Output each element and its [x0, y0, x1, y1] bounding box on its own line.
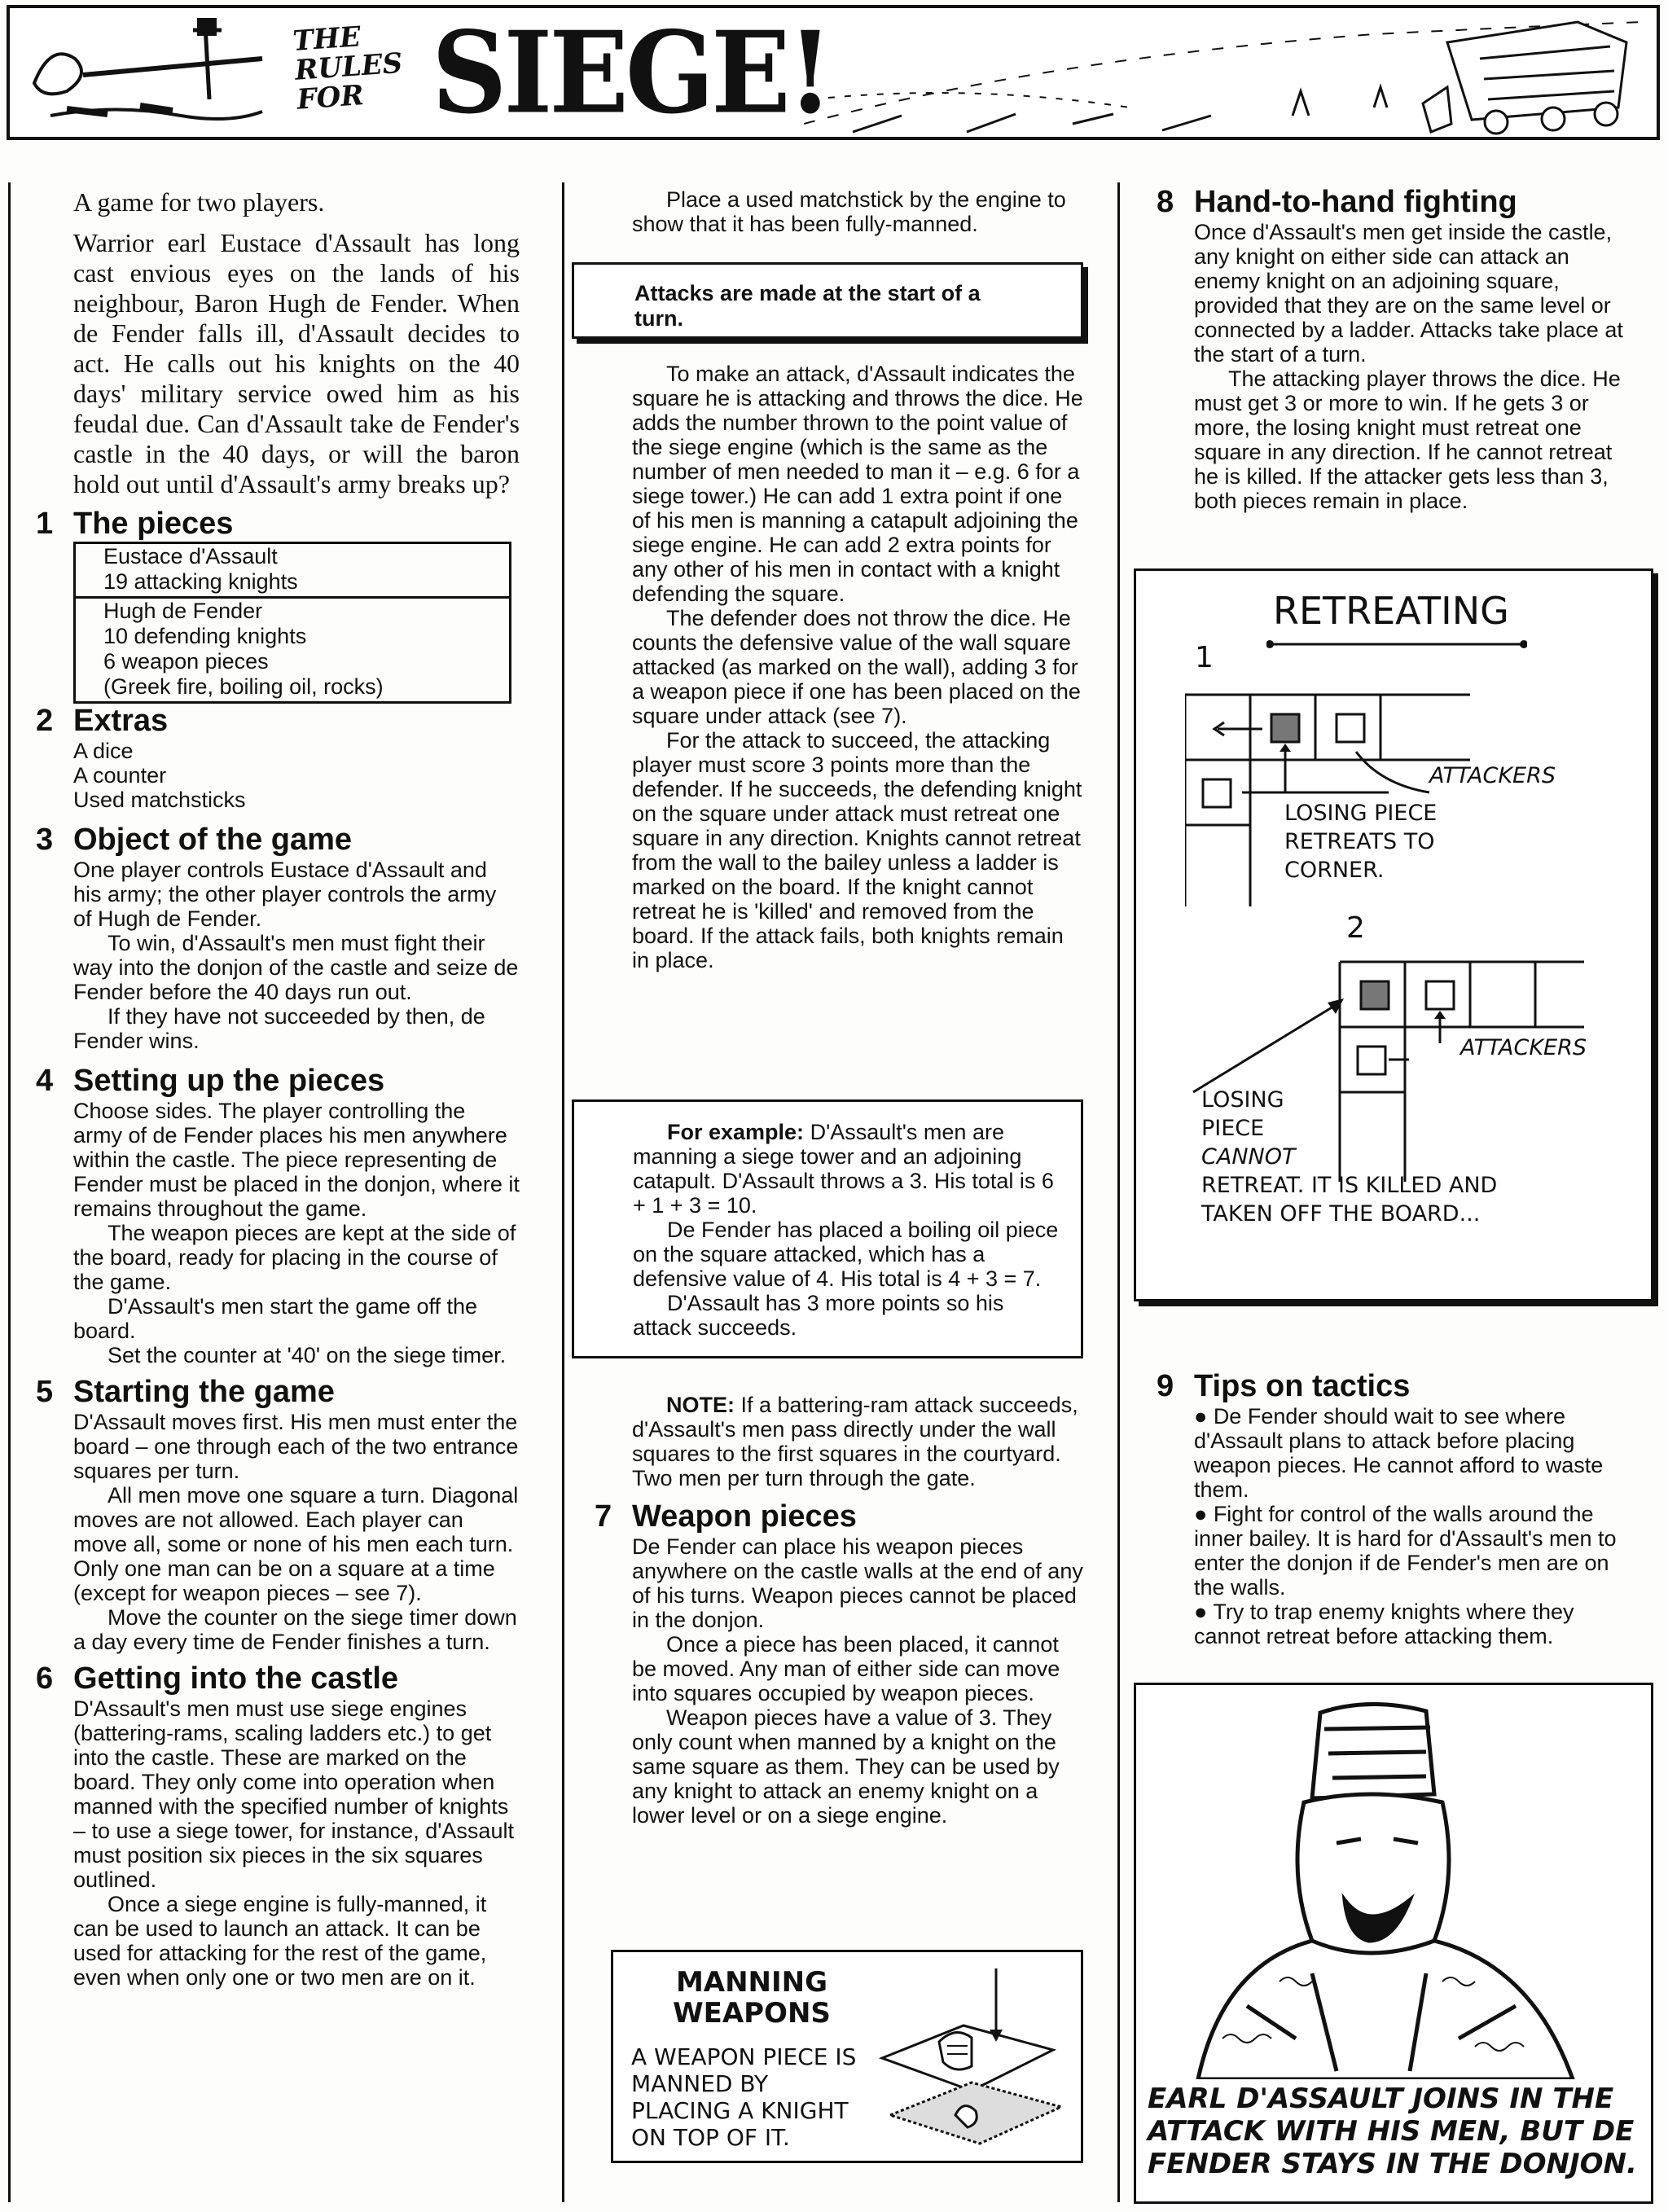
- tip-item: [1194, 1600, 1634, 1648]
- column-1: [36, 187, 520, 1990]
- column-2-attack-rules: [632, 362, 1085, 972]
- intro-text: A game for two players.: [73, 187, 325, 217]
- manning-weapons-illustration: [866, 1960, 1078, 2148]
- section-title: Getting into the castle: [73, 1661, 399, 1696]
- defender-pieces: [76, 596, 509, 701]
- section-number: 5: [36, 1375, 54, 1409]
- example-label: For example:: [667, 1120, 805, 1144]
- example-paragraph: [633, 1120, 1061, 1218]
- diagram-2-number: 2: [1346, 911, 1365, 945]
- knight-illustration: [1149, 1696, 1638, 2079]
- retreating-diagram-box: [1134, 568, 1653, 1301]
- paragraph: Once d'Assault's men get inside the castle, any knight on either side can attack an enemy knight on an adjoining square, provided that they are on the same level or connected by a ladder. Attacks take place at the start of a turn.: [1194, 220, 1623, 366]
- column-2: [632, 187, 1085, 236]
- section-3-heading: [36, 822, 520, 858]
- section-number: 4: [36, 1064, 54, 1098]
- note-label: NOTE:: [666, 1393, 735, 1417]
- paragraph: If they have not succeeded by then, de Fender wins.: [73, 1004, 485, 1053]
- story-text: Warrior earl Eustace d'Assault has long cast envious eyes on the lands of his neighbour, Baron Hugh de Fender. When de Fender falls ill, d'Assault decides to act. He calls out his knights on the 40 days' military service owed him as his feudal due. Can d'Assault take de Fender's castle in the 40 days, or will the baron hold out until d'Assault's army breaks up?: [73, 228, 520, 498]
- manning-weapons-box: [611, 1950, 1083, 2163]
- pieces-table-wrap: [73, 542, 520, 698]
- note-paragraph: [632, 1393, 1085, 1490]
- section-number: 3: [36, 823, 54, 857]
- tip-text: De Fender should wait to see where d'Assault plans to attack before placing weapon pieces. He cannot afford to waste them.: [1194, 1404, 1604, 1502]
- paragraph: De Fender can place his weapon pieces anywhere on the castle walls at the end of any of his turns. Weapon pieces cannot be placed in the donjon.: [632, 1534, 1083, 1632]
- note-text: If a battering-ram attack succeeds, d'Assault's men pass directly under the wall squares to the first squares in the courtyard. Two men per turn through the gate.: [632, 1393, 1078, 1490]
- paragraph: Move the counter on the siege timer down a day every time de Fender finishes a turn.: [73, 1605, 517, 1654]
- tip-item: [1194, 1502, 1634, 1600]
- tip-item: [1194, 1404, 1634, 1502]
- section-9-heading: [1157, 1368, 1634, 1404]
- section-title: Setting up the pieces: [73, 1064, 385, 1098]
- column-3-tips: [1157, 1368, 1634, 1648]
- section-6-heading: [36, 1661, 520, 1696]
- section-4-heading: [36, 1063, 520, 1099]
- section-7-heading: [595, 1499, 1085, 1534]
- diagram-2-attackers-label: ATTACKERS: [1460, 1035, 1587, 1060]
- paragraph: Weapon pieces have a value of 3. They only count when manned by a knight on the same square as them. They can be used by any knight to attack an enemy knight on a lower level or on a siege engine.: [632, 1705, 1060, 1828]
- paragraph: Set the counter at '40' on the siege timer.: [108, 1343, 507, 1367]
- section-number: 1: [36, 507, 54, 541]
- paragraph: Once a siege engine is fully-manned, it can be used to launch an attack. It can be used for attacking for the rest of the game, even when only one or two men are on it.: [73, 1892, 487, 1990]
- section-title: Hand-to-hand fighting: [1194, 185, 1517, 219]
- section-2-heading: [36, 703, 520, 739]
- attack-timing-box: [572, 262, 1083, 339]
- manning-weapons-text: A WEAPON PIECE IS MANNED BY PLACING A KNIGHT ON TOP OF IT.: [631, 2043, 857, 2151]
- section-number: 8: [1157, 185, 1174, 219]
- piece-line: Eustace d'Assault: [103, 544, 278, 568]
- section-number: 6: [36, 1661, 54, 1696]
- section-title: Weapon pieces: [632, 1499, 857, 1534]
- knight-caption: EARL D'ASSAULT JOINS IN THE ATTACK WITH HIS MEN, BUT DE FENDER STAYS IN THE DONJON.: [1148, 2083, 1637, 2180]
- piece-line: Hugh de Fender: [103, 599, 263, 623]
- tip-text: Fight for control of the walls around the inner bailey. It is hard for d'Assault's men to enter the donjon if de Fender's men are on the walls.: [1194, 1502, 1617, 1600]
- example-box: [572, 1099, 1083, 1358]
- paragraph: To make an attack, d'Assault indicates the square he is attacking and throws the dice. He adds the number thrown to the point value of the siege engine (which is the same as the number of men needed to man it – e.g. 6 for a siege tower.) He can add 1 extra point if one of his men is manning a catapult adjoining the siege engine. He can add 2 extra points for any other of his men in contact with a knight defending the square.: [632, 362, 1083, 606]
- example-paragraph: De Fender has placed a boiling oil piece on the square attacked, which has a defensive value of 4. His total is 4 + 3 = 7.: [633, 1218, 1059, 1291]
- bullet-icon: ●: [1194, 1502, 1214, 1526]
- paragraph: Once a piece has been placed, it cannot be moved. Any man of either side can move into squares occupied by weapon pieces.: [632, 1632, 1060, 1705]
- diagram-1-losing-label: LOSING PIECE RETREATS TO CORNER.: [1284, 801, 1438, 883]
- banner-small-title: THE RULES FOR: [292, 20, 404, 116]
- column-divider-1: [8, 182, 11, 2202]
- section-number: 2: [36, 704, 54, 738]
- banner-big-title: SIEGE!: [432, 7, 830, 139]
- paragraph: The defender does not throw the dice. He counts the defensive value of the wall square attacked (as marked on the wall), adding 3 for a weapon piece if one has been placed on the square under attack (see 7).: [632, 606, 1081, 728]
- attacker-pieces: [76, 544, 509, 596]
- banner-left-illustration: [18, 10, 287, 140]
- paragraph: Choose sides. The player controlling the army of de Fender places his men anywhere within the castle. The piece representing de Fender must be placed in the donjon, where it remains throughout the game.: [73, 1099, 520, 1221]
- column-divider-2: [562, 182, 564, 2202]
- losing-piece-text: LOSING PIECE: [1201, 1087, 1284, 1141]
- section-title: The pieces: [73, 507, 234, 541]
- section-number: 9: [1157, 1369, 1174, 1403]
- section-title: Tips on tactics: [1194, 1369, 1411, 1403]
- section-title: Starting the game: [73, 1375, 335, 1409]
- knight-illustration-box: [1134, 1683, 1653, 2204]
- paragraph: The weapon pieces are kept at the side of the board, ready for placing in the course of the game.: [73, 1221, 516, 1294]
- paragraph: For the attack to succeed, the attacking player must score 3 points more than the defender. If he succeeds, the defending knight on the square under attack must retreat one square in any direction. Knights cannot retreat from the wall to the bailey unless a ladder is marked on the board. If the knight cannot retreat he is 'killed' and removed from the board. If the attack fails, both knights remain in place.: [632, 728, 1082, 972]
- paragraph: Place a used matchstick by the engine to show that it has been fully-manned.: [632, 187, 1066, 236]
- diagram-1-attackers-label: ATTACKERS: [1429, 763, 1556, 788]
- section-number: 7: [595, 1499, 612, 1534]
- section-1-heading: [36, 506, 520, 542]
- retreating-title: RETREATING: [1273, 589, 1509, 633]
- example-text: D'Assault's men are manning a siege tower and an adjoining catapult. D'Assault throws a 3. His total is 6 + 1 + 3 = 10.: [633, 1120, 1054, 1218]
- tip-text: Try to trap enemy knights where they cannot retreat before attacking them.: [1194, 1600, 1574, 1648]
- title-banner: [7, 5, 1660, 140]
- diagram-2-losing-label: [1201, 1086, 1625, 1228]
- column-2-lower: [595, 1393, 1085, 1828]
- column-3: [1157, 185, 1634, 513]
- paragraph: D'Assault moves first. His men must enter the board – one through each of the two entrance squares per turn.: [73, 1410, 519, 1483]
- section-5-heading: [36, 1374, 520, 1410]
- extras-item: A dice: [73, 739, 134, 763]
- piece-line: 6 weapon pieces: [103, 649, 269, 674]
- paragraph: The attacking player throws the dice. He must get 3 or more to win. If he gets 3 or more, the losing knight must retreat one square in any direction. If he cannot retreat he is killed. If the attacker gets less than 3, both pieces remain in place.: [1194, 366, 1621, 513]
- section-title: Object of the game: [73, 823, 353, 857]
- diagram-2-pointer-arrow: [1185, 986, 1348, 1100]
- banner-siege-illustration: [804, 10, 1651, 140]
- paragraph: To win, d'Assault's men must fight their way into the donjon of the castle and seize de Fender before the 40 days run out.: [73, 931, 519, 1004]
- manning-weapons-title: MANNING WEAPONS: [673, 1966, 831, 2030]
- bullet-icon: ●: [1194, 1600, 1214, 1624]
- column-divider-3: [1117, 182, 1120, 2202]
- extras-item: Used matchsticks: [73, 788, 246, 812]
- attack-timing-text: Attacks are made at the start of a turn.: [634, 281, 981, 331]
- section-title: Extras: [73, 704, 169, 738]
- bullet-icon: ●: [1194, 1404, 1214, 1429]
- paragraph: All men move one square a turn. Diagonal moves are not allowed. Each player can move all, some or none of his men each turn. Only one man can be on a square at a time (except for weapon pieces – see 7).: [73, 1483, 519, 1605]
- paragraph: D'Assault's men start the game off the board.: [73, 1294, 478, 1343]
- section-8-heading: [1157, 184, 1634, 220]
- piece-line: 10 defending knights: [103, 624, 307, 648]
- example-paragraph: D'Assault has 3 more points so his attack succeeds.: [633, 1291, 1004, 1340]
- extras-item: A counter: [73, 763, 167, 788]
- retreating-title-underline: [1266, 639, 1527, 649]
- cannot-text: CANNOT: [1201, 1144, 1296, 1170]
- retreat-killed-text: RETREAT. IT IS KILLED AND TAKEN OFF THE BOARD...: [1201, 1173, 1498, 1227]
- paragraph: One player controls Eustace d'Assault and his army; the other player controls the army of Hugh de Fender.: [73, 858, 497, 931]
- diagram-1-number: 1: [1195, 641, 1214, 674]
- piece-line: (Greek fire, boiling oil, rocks): [103, 674, 384, 699]
- piece-line: 19 attacking knights: [103, 569, 298, 594]
- pieces-table: [73, 542, 511, 704]
- paragraph: D'Assault's men must use siege engines (battering-rams, scaling ladders etc.) to get into the castle. These are marked on the board. They only come into operation when manned with the specified number of knights – to use a siege tower, for instance, d'Assault must position six pieces in the six squares outlined.: [73, 1696, 514, 1892]
